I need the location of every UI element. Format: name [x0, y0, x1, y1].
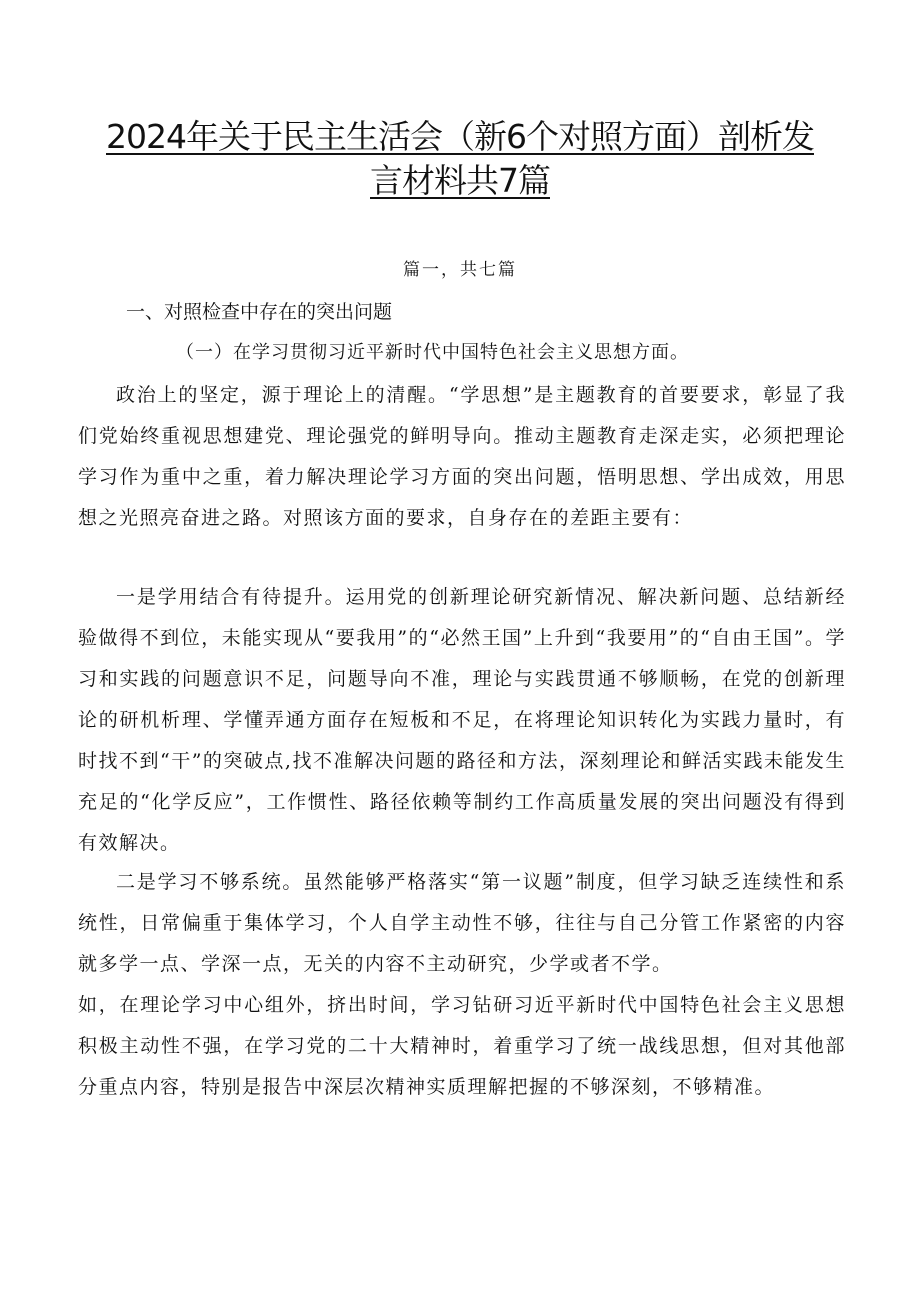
paragraph-point-two: 二是学习不够系统。虽然能够严格落实“第一议题”制度，但学习缺乏连续性和系统性，日常偏重于集体学习，个人自学主动性不够，往往与自己分管工作紧密的内容就多学一点、学深一点，无关的内容不主动研究，少学或者不学。 [78, 871, 846, 975]
subsection-heading: （一）在学习贯彻习近平新时代中国特色社会主义思想方面。 [176, 342, 689, 363]
document-title-line1: 2024年关于民主生活会（新6个对照方面）剖析发 [106, 117, 814, 156]
paragraph-intro: 政治上的坚定，源于理论上的清醒。“学思想”是主题教育的首要要求，彰显了我们党始终重视思想建党、理论强党的鲜明导向。推动主题教育走深走实，必须把理论学习作为重中之重，着力解决理论学习方面的突出问题，悟明思想、学出成效，用思想之光照亮奋进之路。对照该方面的要求，自身存在的差距主要有： [78, 384, 846, 529]
section-heading: 一、对照检查中存在的突出问题 [126, 301, 393, 323]
document-title-line2: 言材料共7篇 [370, 161, 550, 200]
body-block-3 [78, 862, 846, 1108]
paragraph-point-one: 一是学用结合有待提升。运用党的创新理论研究新情况、解决新问题、总结新经验做得不到位，未能实现从“要我用”的“必然王国”上升到“我要用”的“自由王国”。学习和实践的问题意识不足，问题导向不准，理论与实践贯通不够顺畅，在党的创新理论的研机析理、学懂弄通方面存在短板和不足，在将理论知识转化为实践力量时，有时找不到“干”的突破点,找不准解决问题的路径和方法，深刻理论和鲜活实践未能发生充足的“化学反应”，工作惯性、路径依赖等制约工作高质量发展的突出问题没有得到有效解决。 [78, 586, 846, 854]
body-block-2 [78, 577, 846, 864]
article-subtitle: 篇一，共七篇 [403, 260, 517, 280]
body-block-1 [78, 375, 846, 539]
paragraph-example: 如，在理论学习中心组外，挤出时间，学习钻研习近平新时代中国特色社会主义思想积极主动性不强，在学习党的二十大精神时，着重学习了统一战线思想，但对其他部分重点内容，特别是报告中深层次精神实质理解把握的不够深刻，不够精准。 [78, 994, 846, 1098]
